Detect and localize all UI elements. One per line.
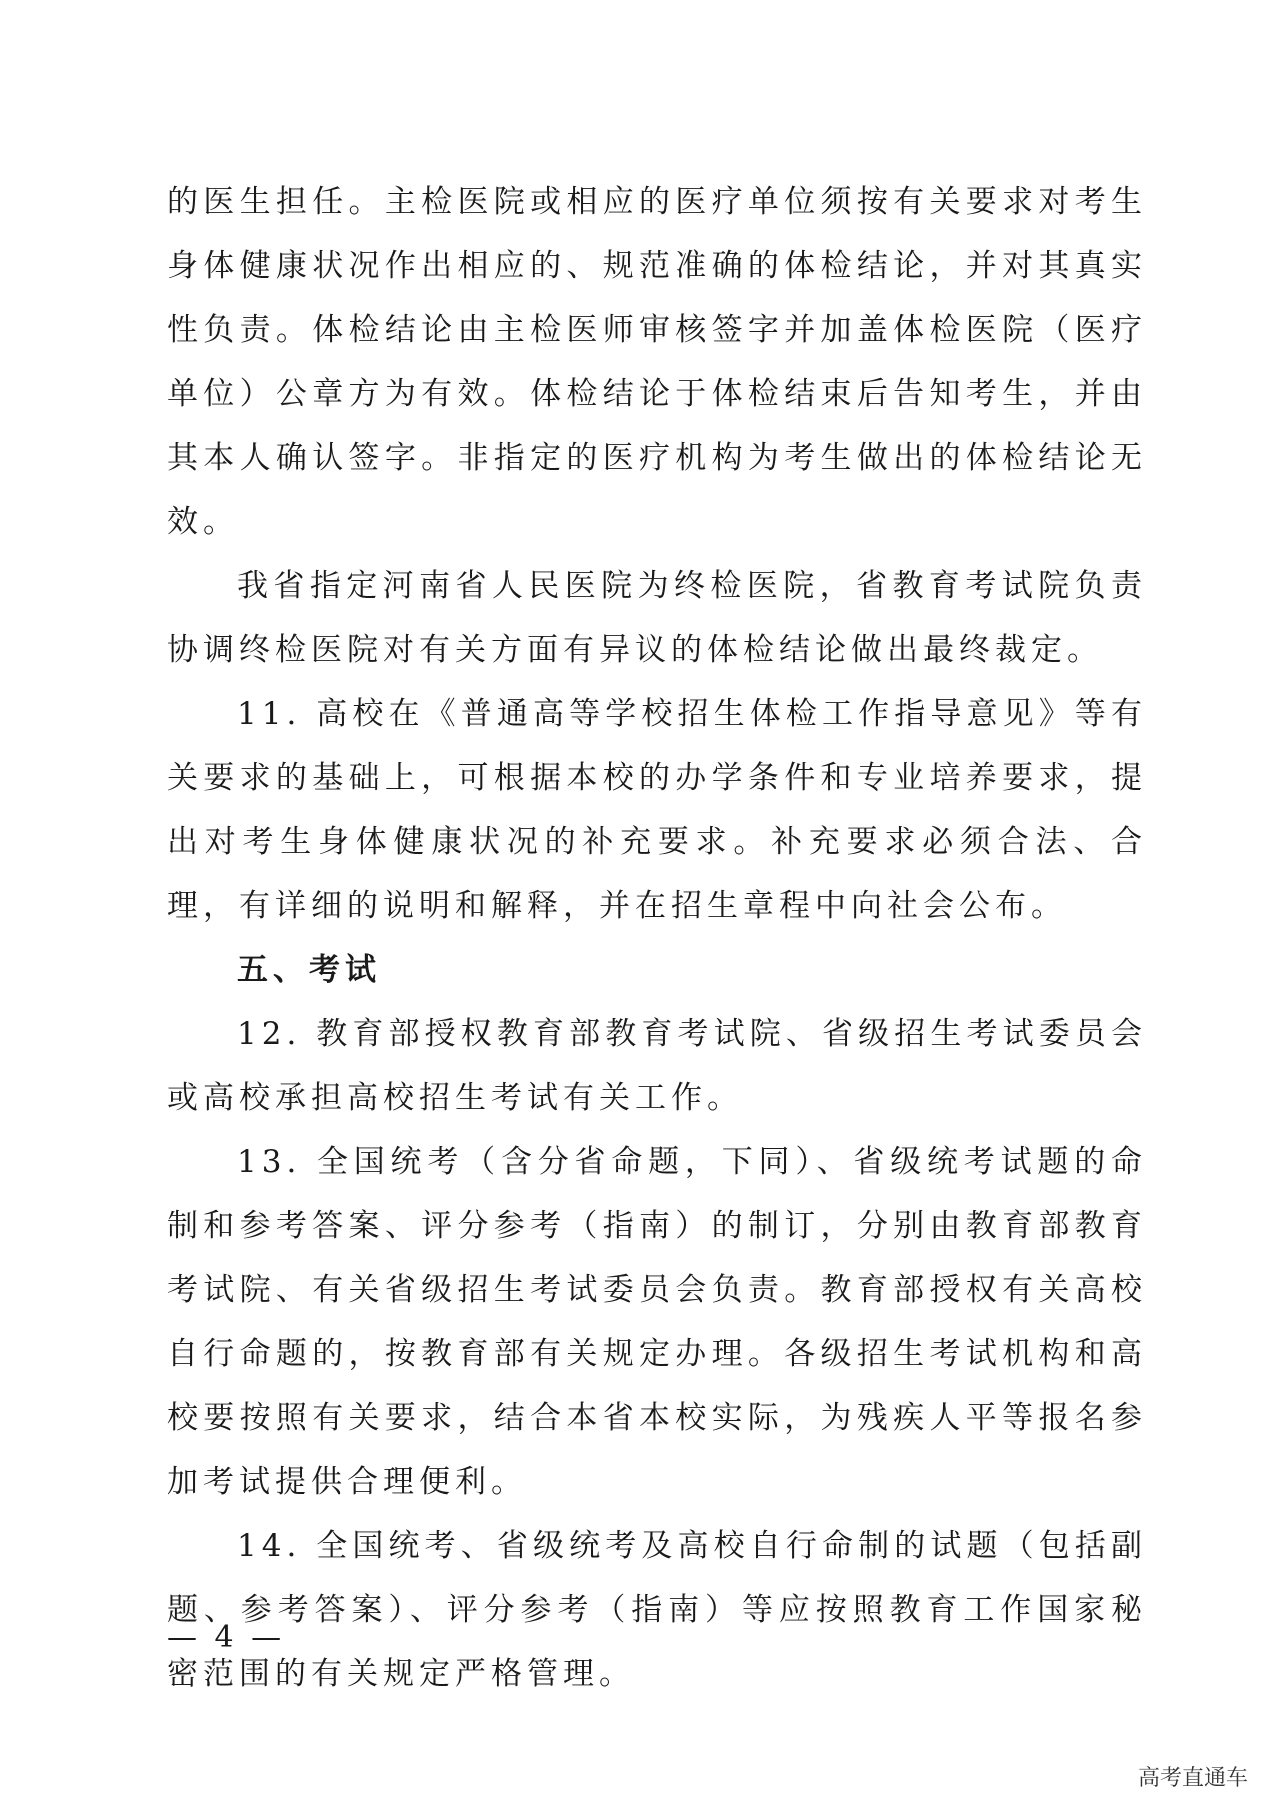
watermark-label: 高考直通车: [1130, 1757, 1256, 1796]
paragraph-continuation: 的医生担任。主检医院或相应的医疗单位须按有关要求对考生身体健康状况作出相应的、规范准确的体检结论，并对其真实性负责。体检结论由主检医师审核签字并加盖体检医院（医疗单位）公章方为有效。体检结论于体检结束后告知考生，并由其本人确认签字。非指定的医疗机构为考生做出的体检结论无效。: [167, 184, 1147, 540]
paragraph-item-14: 14. 全国统考、省级统考及高校自行命制的试题（包括副题、参考答案）、评分参考（指南）等应按照教育工作国家秘密范围的有关规定严格管理。: [167, 1528, 1147, 1692]
section-heading-exam: 五、考试: [237, 952, 381, 988]
paragraph-item-13: 13. 全国统考（含分省命题，下同）、省级统考试题的命制和参考答案、评分参考（指南）的制订，分别由教育部教育考试院、有关省级招生考试委员会负责。教育部授权有关高校自行命题的，按教育部有关规定办理。各级招生考试机构和高校要按照有关要求，结合本省本校实际，为残疾人平等报名参加考试提供合理便利。: [167, 1144, 1147, 1500]
document-body: [167, 170, 1147, 1706]
paragraph-item-12: 12. 教育部授权教育部教育考试院、省级招生考试委员会或高校承担高校招生考试有关工作。: [167, 1016, 1147, 1116]
page-number: — 4 —: [167, 1620, 286, 1655]
paragraph-item-11: 11. 高校在《普通高等学校招生体检工作指导意见》等有关要求的基础上，可根据本校的办学条件和专业培养要求，提出对考生身体健康状况的补充要求。补充要求必须合法、合理，有详细的说明和解释，并在招生章程中向社会公布。: [167, 696, 1147, 924]
paragraph-final-inspection: 我省指定河南省人民医院为终检医院，省教育考试院负责协调终检医院对有关方面有异议的体检结论做出最终裁定。: [167, 568, 1147, 668]
